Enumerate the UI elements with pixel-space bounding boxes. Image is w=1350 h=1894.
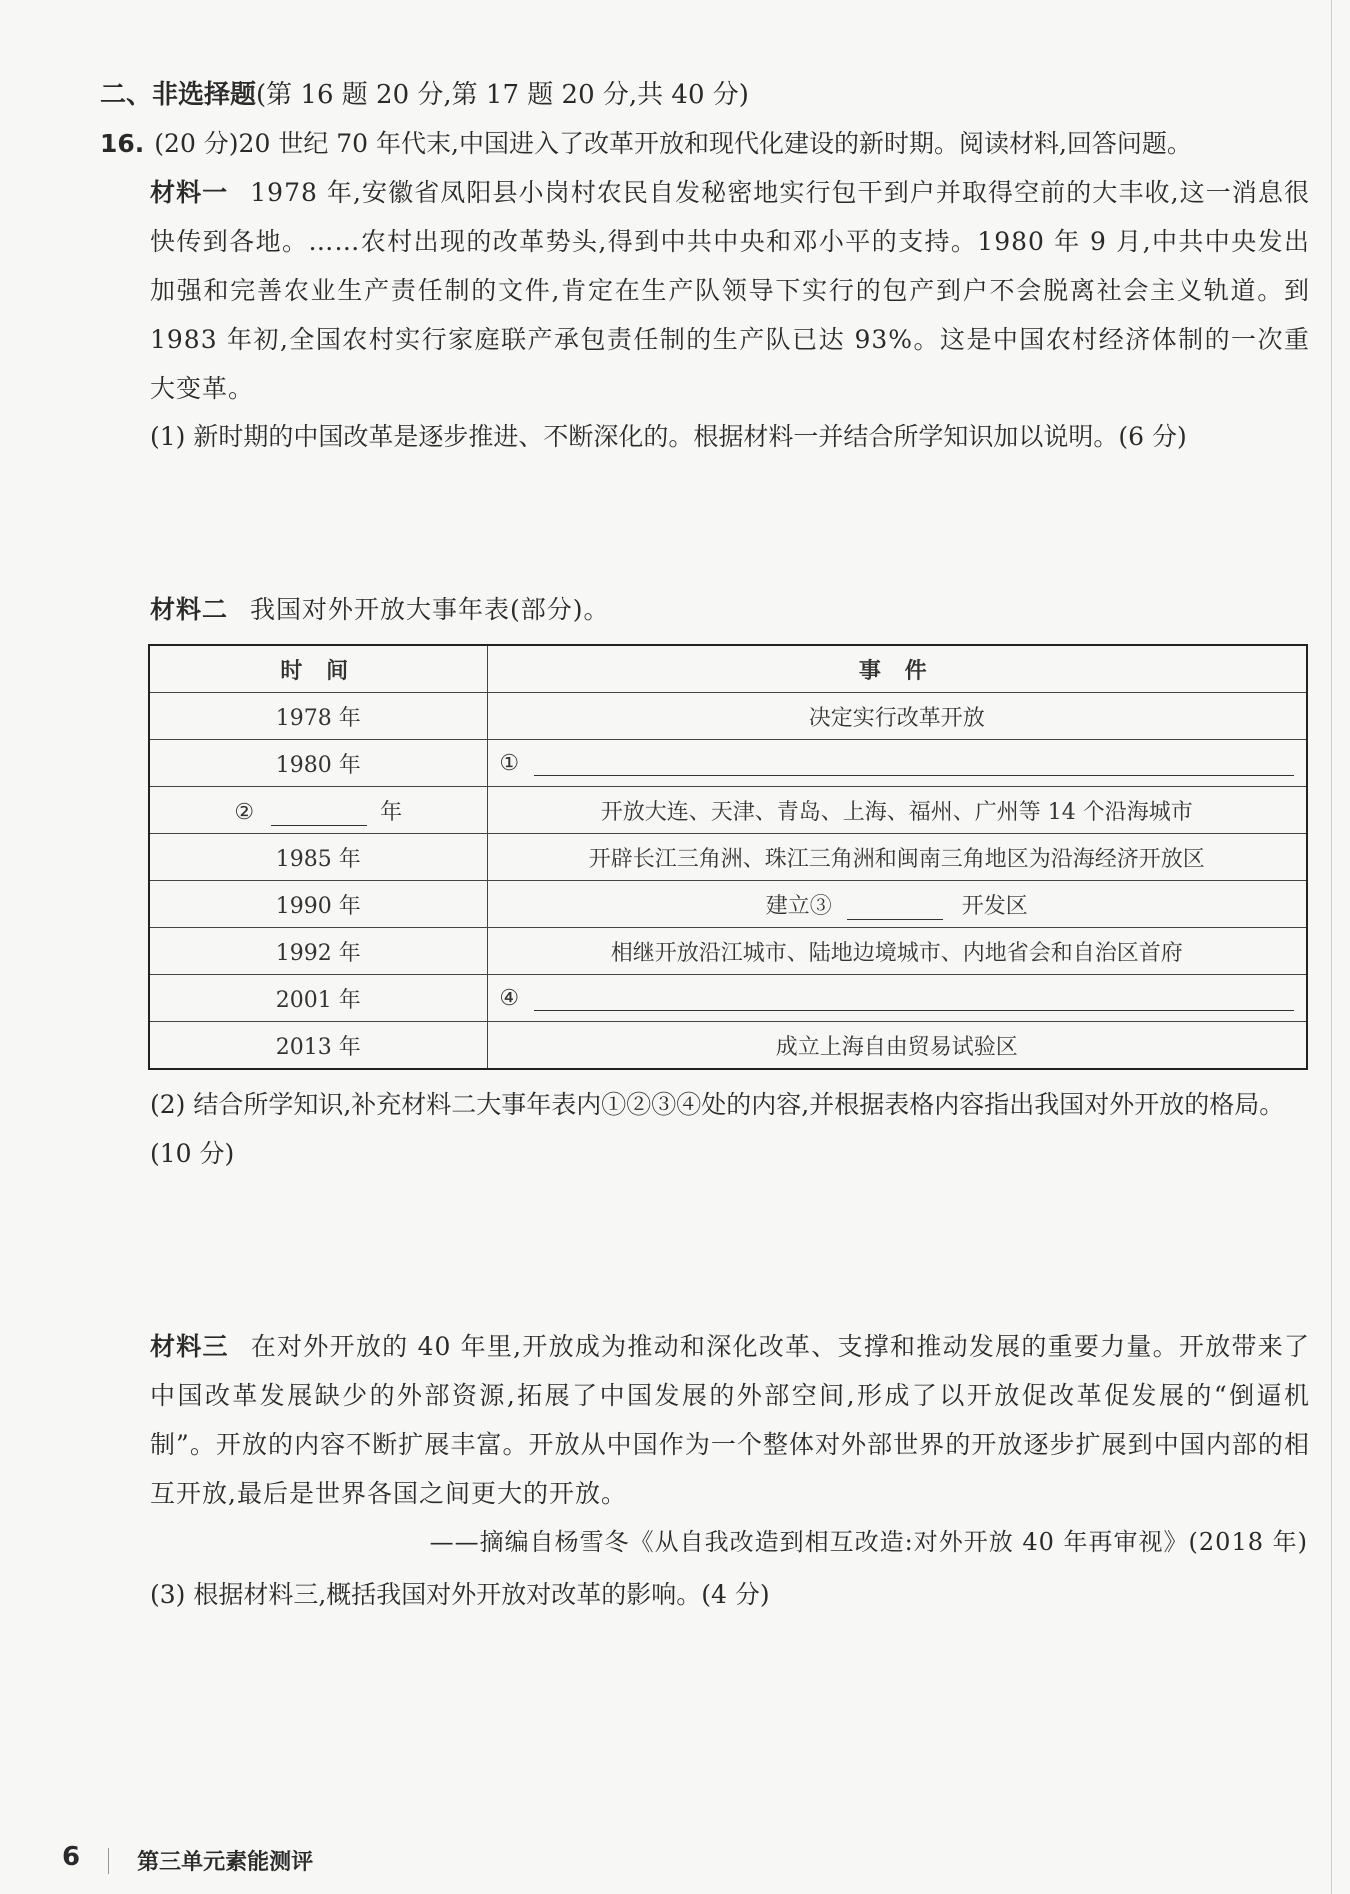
table-row bbox=[149, 693, 1307, 740]
section-heading-label: 二、非选择题 bbox=[100, 80, 257, 110]
blank-marker: ② bbox=[234, 799, 255, 825]
material-three bbox=[150, 1322, 1310, 1518]
material-three-text: 在对外开放的 40 年里,开放成为推动和深化改革、支撑和推动发展的重要力量。开放带来了中国改革发展缺少的外部资源,拓展了中国发展的外部空间,形成了以开放促改革促发展的“倒逼机制”。开放的内容不断扩展丰富。开放从中国作为一个整体对外部世界的开放逐步扩展到中国内部的相互开放,最后是世界各国之间更大的开放。 bbox=[150, 1332, 1310, 1508]
fill-in-blank-2[interactable] bbox=[271, 801, 367, 826]
table-row bbox=[149, 881, 1307, 928]
event-prefix: 建立③ bbox=[765, 893, 832, 919]
material-two bbox=[150, 590, 610, 626]
row-event: 决定实行改革开放 bbox=[487, 693, 1307, 740]
row-time-blank bbox=[149, 787, 487, 834]
row-event-blank bbox=[487, 740, 1307, 787]
table-row bbox=[149, 787, 1307, 834]
page-footer bbox=[62, 1842, 313, 1876]
material-three-source: ——摘编自杨雪冬《从自我改造到相互改造:对外开放 40 年再审视》(2018 年) bbox=[429, 1528, 1308, 1556]
row-time: 1978 年 bbox=[149, 693, 487, 740]
blank-marker: ④ bbox=[499, 985, 520, 1011]
event-suffix: 开发区 bbox=[961, 893, 1028, 919]
row-time: 1985 年 bbox=[149, 834, 487, 881]
page-number: 6 bbox=[62, 1842, 81, 1872]
section-heading-note: (第 16 题 20 分,第 17 题 20 分,共 40 分) bbox=[256, 80, 749, 110]
row-time: 1992 年 bbox=[149, 928, 487, 975]
table-header-row bbox=[149, 645, 1307, 693]
row-time: 2001 年 bbox=[149, 975, 487, 1022]
fill-in-blank-1[interactable] bbox=[534, 751, 1294, 776]
table-row bbox=[149, 740, 1307, 787]
row-event-blank bbox=[487, 881, 1307, 928]
header-time: 时 间 bbox=[149, 645, 487, 693]
row-time: 1990 年 bbox=[149, 881, 487, 928]
unit-title: 第三单元素能测评 bbox=[137, 1850, 314, 1875]
blank-marker: ① bbox=[499, 750, 520, 776]
page-edge-line bbox=[1331, 0, 1332, 1894]
material-two-text: 我国对外开放大事年表(部分)。 bbox=[250, 595, 610, 624]
material-three-label: 材料三 bbox=[150, 1332, 229, 1361]
footer-divider bbox=[108, 1848, 109, 1874]
table-row bbox=[149, 975, 1307, 1022]
fill-in-blank-4[interactable] bbox=[534, 986, 1294, 1011]
fill-in-blank-3[interactable] bbox=[847, 895, 943, 920]
table-row bbox=[149, 834, 1307, 881]
table-row bbox=[149, 1022, 1307, 1070]
sub-question-2: (2) 结合所学知识,补充材料二大事年表内①②③④处的内容,并根据表格内容指出我国对外开放的格局。(10 分) bbox=[150, 1090, 1285, 1168]
time-suffix: 年 bbox=[380, 799, 403, 825]
sub-question-1: (1) 新时期的中国改革是逐步推进、不断深化的。根据材料一并结合所学知识加以说明。(6 分) bbox=[150, 422, 1187, 451]
row-time: 2013 年 bbox=[149, 1022, 487, 1070]
row-event: 相继开放沿江城市、陆地边境城市、内地省会和自治区首府 bbox=[487, 928, 1307, 975]
material-one bbox=[150, 168, 1310, 413]
row-time: 1980 年 bbox=[149, 740, 487, 787]
row-event: 开放大连、天津、青岛、上海、福州、广州等 14 个沿海城市 bbox=[487, 787, 1307, 834]
row-event: 成立上海自由贸易试验区 bbox=[487, 1022, 1307, 1070]
row-event: 开辟长江三角洲、珠江三角洲和闽南三角地区为沿海经济开放区 bbox=[487, 834, 1307, 881]
question-text: (20 分)20 世纪 70 年代末,中国进入了改革开放和现代化建设的新时期。阅读材料,回答问题。 bbox=[154, 129, 1192, 158]
row-event-blank bbox=[487, 975, 1307, 1022]
material-one-label: 材料一 bbox=[150, 178, 229, 207]
section-heading bbox=[100, 74, 749, 111]
header-event: 事 件 bbox=[487, 645, 1307, 693]
question-number: 16. bbox=[100, 129, 145, 158]
question-16-stem bbox=[100, 124, 1192, 160]
material-two-label: 材料二 bbox=[150, 595, 229, 624]
sub-question-3: (3) 根据材料三,概括我国对外开放对改革的影响。(4 分) bbox=[150, 1580, 770, 1609]
table-row bbox=[149, 928, 1307, 975]
timeline-table bbox=[148, 644, 1308, 1070]
material-one-text: 1978 年,安徽省凤阳县小岗村农民自发秘密地实行包干到户并取得空前的大丰收,这一消息很快传到各地。……农村出现的改革势头,得到中共中央和邓小平的支持。1980 年 9 月,中共中央发出加强和完善农业生产责任制的文件,肯定在生产队领导下实行的包产到户不会脱离社会主义轨道。到 1983 年初,全国农村实行家庭联产承包责任制的生产队已达 93%。这是中国农村经济体制的一次重大变革。 bbox=[150, 178, 1310, 403]
